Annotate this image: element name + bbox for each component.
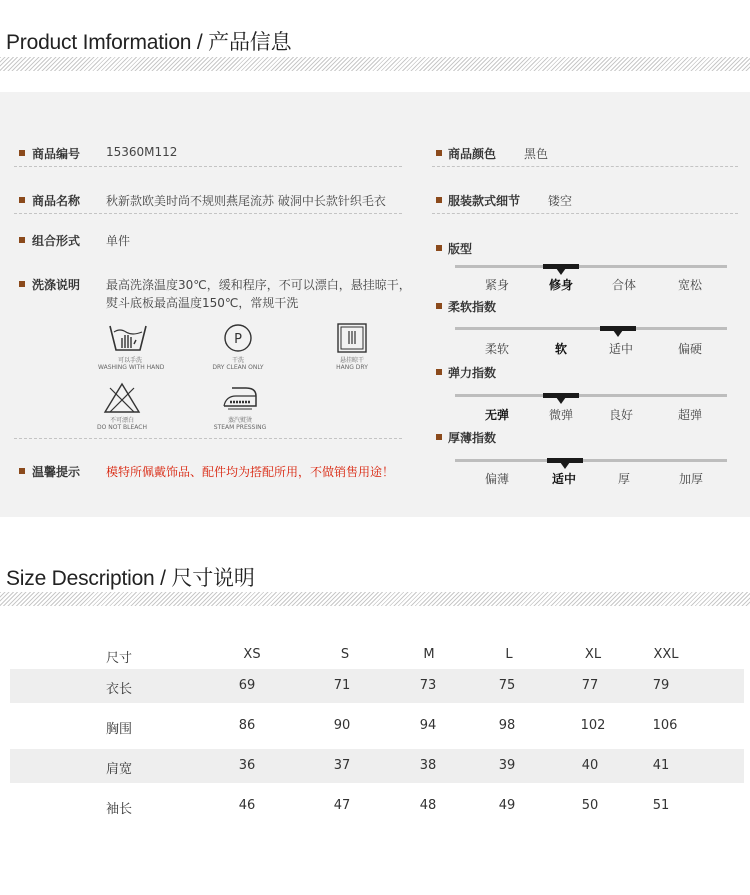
size-row-name: 衣长 xyxy=(106,682,133,697)
field-label-tip: 温馨提示 xyxy=(32,465,81,479)
size-cell: 98 xyxy=(498,718,516,733)
field-value-sku: 15360M112 xyxy=(106,145,178,159)
field-value-style-detail: 镂空 xyxy=(548,194,573,208)
table-row xyxy=(10,669,744,703)
size-cell: 37 xyxy=(333,758,351,773)
scale-option: 超弹 xyxy=(677,408,703,422)
size-cell: 90 xyxy=(333,718,351,733)
size-description-title: Size Description / 尺寸说明 xyxy=(6,567,255,590)
field-label-style-detail: 服装款式细节 xyxy=(448,194,521,208)
size-header-cell: 尺寸 xyxy=(106,651,133,666)
scale-option: 紧身 xyxy=(484,278,510,292)
field-value-washing-line1: 最高洗涤温度30℃，缓和程序，不可以漂白，悬挂晾干， xyxy=(106,278,411,292)
size-cell: 48 xyxy=(419,798,437,813)
scale-label-thickness: 厚薄指数 xyxy=(448,431,497,445)
scale-option: 偏硬 xyxy=(677,342,703,356)
table-row xyxy=(10,789,744,823)
care-caption-cn: 蒸汽熨烫 xyxy=(227,417,252,424)
scale-option: 良好 xyxy=(608,408,634,422)
field-label-color: 商品颜色 xyxy=(448,147,497,161)
field-value-color: 黑色 xyxy=(524,147,549,161)
size-cell: 50 xyxy=(581,798,599,813)
scale-option-selected: 适中 xyxy=(608,342,634,356)
field-value-washing-line2: 熨斗底板最高温度150℃，常规干洗 xyxy=(106,296,299,310)
care-caption-cn: 悬挂晾干 xyxy=(339,357,364,364)
scale-option: 加厚 xyxy=(678,472,704,486)
size-cell: 71 xyxy=(333,678,351,693)
care-caption-en: HANG DRY xyxy=(336,364,368,371)
scale-label-elasticity: 弹力指数 xyxy=(448,366,497,380)
table-row xyxy=(10,749,744,783)
care-caption-cn: 不可漂白 xyxy=(109,417,134,424)
scale-option: 偏薄 xyxy=(484,472,510,486)
scale-option-selected: 修身 xyxy=(548,278,574,292)
care-caption-en: DRY CLEAN ONLY xyxy=(212,364,264,371)
size-header-row xyxy=(10,638,744,672)
size-header-cell: S xyxy=(340,647,350,662)
size-cell: 41 xyxy=(652,758,670,773)
tip-warning-text: 模特所佩戴饰品、配件均为搭配所用，不做销售用途！ xyxy=(106,465,395,479)
size-cell: 102 xyxy=(580,718,606,733)
size-cell: 73 xyxy=(419,678,437,693)
scale-option: 宽松 xyxy=(677,278,703,292)
scale-label-softness: 柔软指数 xyxy=(448,300,497,314)
field-value-combo: 单件 xyxy=(106,234,131,248)
size-header-cell: L xyxy=(505,647,513,662)
size-cell: 39 xyxy=(498,758,516,773)
size-cell: 94 xyxy=(419,718,437,733)
care-caption-cn: 干洗 xyxy=(231,357,244,364)
field-label-combo: 组合形式 xyxy=(32,234,81,248)
size-header-cell: XS xyxy=(243,647,261,662)
scale-option-selected: 微弹 xyxy=(548,408,574,422)
size-cell: 36 xyxy=(238,758,256,773)
size-cell: 46 xyxy=(238,798,256,813)
scale-option: 厚 xyxy=(617,472,631,486)
scale-option: 无弹 xyxy=(484,408,510,422)
field-label-name: 商品名称 xyxy=(32,194,81,208)
size-cell: 69 xyxy=(238,678,256,693)
scale-option-selected: 适中 xyxy=(551,472,577,486)
size-header-cell: M xyxy=(423,647,435,662)
scale-option: 柔软 xyxy=(484,342,510,356)
size-header-cell: XL xyxy=(584,647,602,662)
field-label-washing: 洗涤说明 xyxy=(32,278,81,292)
scale-option: 合体 xyxy=(611,278,637,292)
table-row xyxy=(10,709,744,743)
scale-option: 软 xyxy=(554,342,568,356)
size-cell: 40 xyxy=(581,758,599,773)
size-cell: 47 xyxy=(333,798,351,813)
dry-clean-symbol: P xyxy=(234,332,242,347)
size-cell: 79 xyxy=(652,678,670,693)
field-value-name: 秋新款欧美时尚不规则燕尾流苏 破洞中长款针织毛衣 xyxy=(106,194,386,208)
size-cell: 75 xyxy=(498,678,516,693)
care-caption-cn: 可以手洗 xyxy=(117,357,142,364)
size-row-name: 胸围 xyxy=(106,722,133,737)
product-info-title: Product Imformation / 产品信息 xyxy=(6,31,292,54)
size-header-cell: XXL xyxy=(653,647,679,662)
care-caption-en: WASHING WITH HAND xyxy=(98,364,165,371)
care-caption-en: DO NOT BLEACH xyxy=(97,424,147,431)
size-cell: 86 xyxy=(238,718,256,733)
size-cell: 106 xyxy=(652,718,678,733)
size-row-name: 袖长 xyxy=(106,802,133,817)
size-cell: 51 xyxy=(652,798,670,813)
care-caption-en: STEAM PRESSING xyxy=(213,424,267,431)
scale-label-fit: 版型 xyxy=(448,242,473,256)
size-cell: 49 xyxy=(498,798,516,813)
size-cell: 38 xyxy=(419,758,437,773)
size-cell: 77 xyxy=(581,678,599,693)
size-row-name: 肩宽 xyxy=(106,762,133,777)
field-label-sku: 商品编号 xyxy=(32,147,81,161)
